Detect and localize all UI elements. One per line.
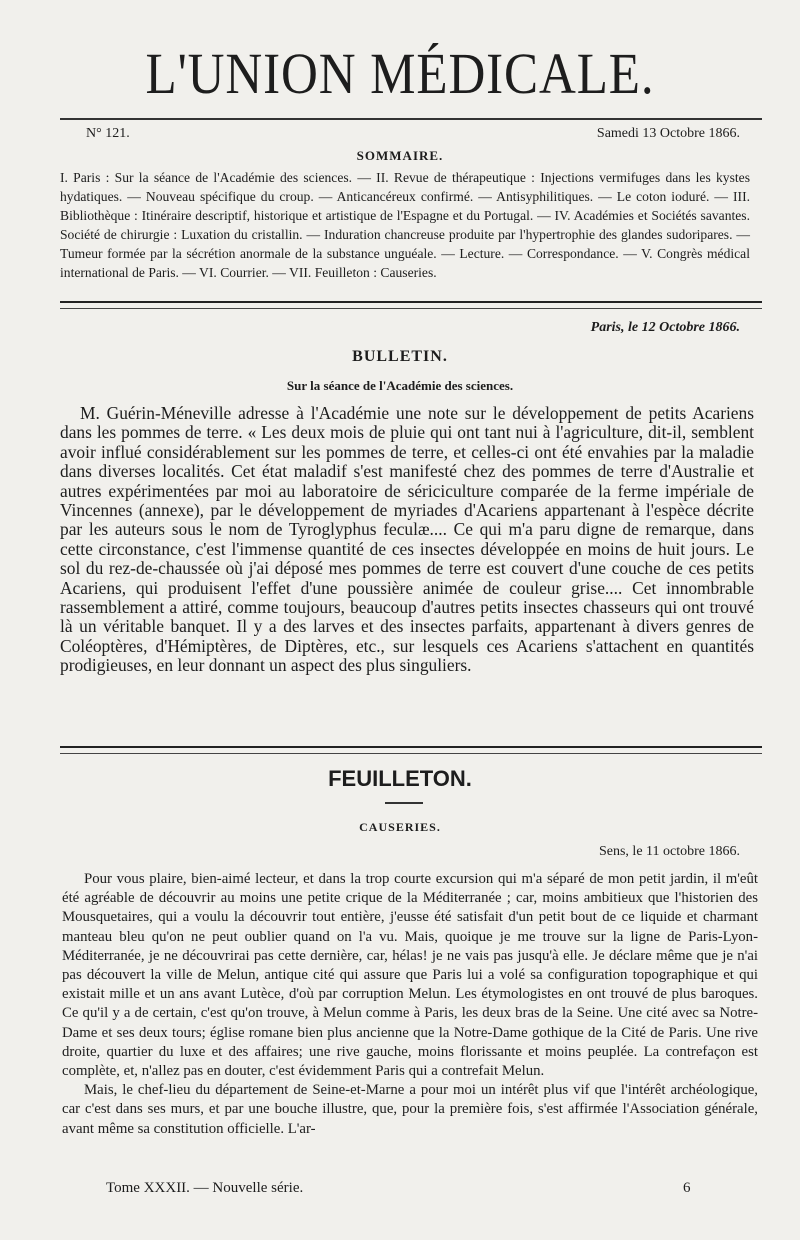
bulletin-dateline: Paris, le 12 Octobre 1866. <box>590 320 740 335</box>
feuilleton-divider <box>60 746 762 754</box>
feuilleton-dateline: Sens, le 11 octobre 1866. <box>598 844 740 859</box>
feuilleton-paragraph-2: Mais, le chef-lieu du département de Seine-et-Marne a pour moi un intérêt plus vif que l'intérêt archéologique, car c'est dans ses murs, et par une bouche illustre, que, pour la première fois, s'est affirmée l'Association générale, avant même sa constitution officielle. L'ar- <box>62 1082 758 1137</box>
masthead-rule <box>60 118 762 120</box>
feuilleton-rule <box>385 802 423 804</box>
feuilleton-article <box>62 870 758 1139</box>
masthead-title: L'UNION MÉDICALE. <box>145 41 655 106</box>
bulletin-heading: BULLETIN. <box>352 348 448 365</box>
issue-number: N° 121. <box>86 126 130 141</box>
feuilleton-heading: FEUILLETON. <box>328 766 472 791</box>
sommaire-text: I. Paris : Sur la séance de l'Académie des sciences. — II. Revue de thérapeutique : Injections vermifuges dans les kystes hydatiques. — Nouveau spécifique du croup. — Anticancéreux confirmé. — Antisyphilitiques. — Le coton ioduré. — III. Bibliothèque : Itinéraire descriptif, historique et artistique de l'Espagne et du Portugal. — IV. Académies et Sociétés savantes. Société de chirurgie : Luxation du cristallin. — Induration chancreuse produite par l'hypertrophie des glandes sudoripares. — Tumeur formée par la sécrétion anormale de la substance unguéale. — Lecture. — Correspondance. — V. Congrès médical international de Paris. — VI. Courrier. — VII. Feuilleton : Causeries. <box>60 170 750 280</box>
bulletin-paragraph: M. Guérin-Méneville adresse à l'Académie une note sur le développement de petits Acariens dans les pommes de terre. « Les deux mois de pluie qui ont tant nui à l'agriculture, dit-il, semblent avoir influé considérablement sur les pommes de terre, et celles-ci ont été envahies par la maladie dans diverses localités. Cet état maladif s'est manifesté chez des pommes de terre d'Australie et autres expérimentées par moi au laboratoire de sériciculture comparée de la ferme impériale de Vincennes (annexe), par le développement de myriades d'Acariens appartenant à l'espèce décrite par les auteurs sous le nom de Tyroglyphus feculæ.... Ce qui m'a paru digne de remarque, dans cette circonstance, c'est l'immense quantité de ces insectes développée en moins de huit jours. Le sol du rez-de-chaussée où j'ai déposé mes pommes de terre est couvert d'une couche de ces petits Acariens, qui produisent l'effet d'une poussière animée de couleur grise.... Cet innombrable rassemblement a attiré, comme toujours, beaucoup d'autres petits insectes chasseurs qui ont trouvé là un véritable banquet. Il y a des larves et des insectes parfaits, appartenant à divers genres de Coléoptères, d'Hémiptères, de Diptères, etc., sur lesquels ces Acariens s'attachent en quantités prodigieuses, en leur donnant un aspect des plus singuliers. <box>60 403 754 676</box>
sommaire-heading: SOMMAIRE. <box>356 148 444 163</box>
issue-date: Samedi 13 Octobre 1866. <box>596 126 740 141</box>
section-divider <box>60 301 762 309</box>
footer-tome: Tome XXXII. — Nouvelle série. <box>106 1180 304 1196</box>
bulletin-article <box>60 404 754 676</box>
bulletin-subheading: Sur la séance de l'Académie des sciences. <box>286 378 514 393</box>
page-number: 6 <box>683 1180 691 1196</box>
feuilleton-paragraph-1: Pour vous plaire, bien-aimé lecteur, et dans la trop courte excursion qui m'a séparé de mon petit jardin, il m'eût été agréable de découvrir au moins une petite crique de la Méditerranée ; car, moins ambitieux que l'historien des Mousquetaires, qui a voulu la découvrir tout entière, j'eusse été satisfait d'un petit bout de ce liquide et charmant manteau bleu qu'on ne peut oublier quand on l'a vu. Mais, quoique je me trouve sur la ligne de Paris-Lyon-Méditerranée, je ne découvrirai pas cette dernière, car, hélas! je ne vais pas jusqu'à elle. Je déclare même que je n'ai pas découvert la ville de Melun, antique cité qui assure que Paris lui a volé sa configuration topographique et qui existait mille et un ans avant Lutèce, d'où par corruption Melun. Les étymologistes en ont trouvé de plus baroques. Ce qu'il y a de certain, c'est qu'on trouve, à Melun comme à Paris, les deux bras de la Seine. Une cité avec sa Notre-Dame et ses deux tours; église romane bien plus ancienne que la Notre-Dame gothique de la Cité de Paris. Une rive droite, quartier du luxe et des affaires; une rive gauche, moins florissante et moins peuplée. La contrefaçon est complète, et, n'allez pas en douter, c'est évidemment Paris qui a contrefait Melun. <box>62 871 758 1080</box>
causeries-heading: CAUSERIES. <box>359 820 441 834</box>
